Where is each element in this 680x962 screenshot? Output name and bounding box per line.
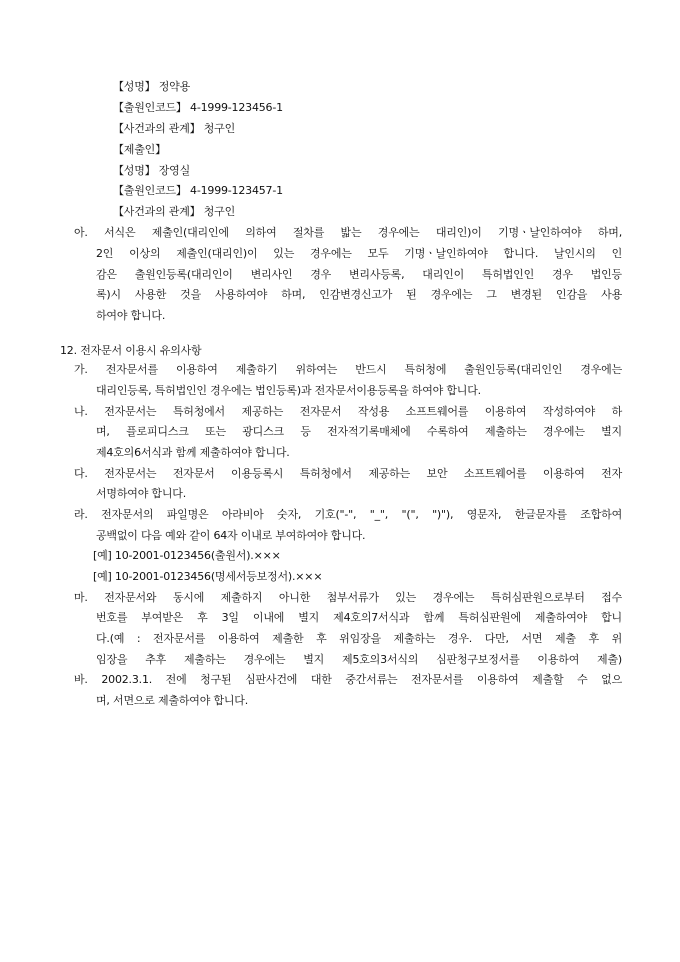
section-12-title: 12. 전자문서 이용시 유의사항 [60,344,202,357]
item-ra-line: 공백없이 다음 예와 같이 64자 이내로 부여하여야 합니다. [96,529,366,542]
item-ma-line: 임장을 추후 제출하는 경우에는 별지 제5호의3서식의 심판청구보정서를 이용하여 제출) [96,653,622,666]
item-ba-line: 며, 서면으로 제출하여야 합니다. [96,694,249,707]
item-ga-lead: 가. 전자문서를 이용하여 제출하기 위하여는 반드시 특허청에 출원인등록(대리인인 경우에는 [74,363,622,376]
item-ra-example: [예] 10-2001-0123456(명세서등보정서).××× [93,570,323,583]
field-name-2: 【성명】 장영실 [113,164,191,177]
item-ra-example: [예] 10-2001-0123456(출원서).××× [93,549,281,562]
field-applicant-code-2: 【출원인코드】 4-1999-123457-1 [113,184,283,197]
item-a-line: 록)시 사용한 것을 사용하여야 하며, 인감변경신고가 된 경우에는 그 변경된 인감을 사용 [96,288,622,301]
item-ma-lead: 마. 전자문서와 동시에 제출하지 아니한 첨부서류가 있는 경우에는 특허심판원으로부터 접수 [74,591,622,604]
item-a-line: 하여야 합니다. [96,309,166,322]
field-applicant-code-1: 【출원인코드】 4-1999-123456-1 [113,101,283,114]
field-relation-2: 【사건과의 관계】 청구인 [113,205,236,218]
item-ga-line: 대리인등록, 특허법인인 경우에는 법인등록)과 전자문서이용등록을 하여야 합니다. [96,384,481,397]
item-da-line: 서명하여야 합니다. [96,487,187,500]
item-a-line: 2인 이상의 제출인(대리인)이 있는 경우에는 모두 기명ㆍ날인하여야 합니다. 날인시의 인 [96,247,622,260]
item-na-line: 며, 플로피디스크 또는 광디스크 등 전자적기록매체에 수록하여 제출하는 경우에는 별지 [96,425,622,438]
field-submitter: 【제출인】 [113,143,166,156]
item-ma-line: 번호를 부여받은 후 3일 이내에 별지 제4호의7서식과 함께 특허심판원에 제출하여야 합니 [96,611,622,624]
item-ba-lead: 바. 2002.3.1. 전에 청구된 심판사건에 대한 중간서류는 전자문서를 이용하여 제출할 수 없으 [74,673,622,686]
item-a-lead: 아. 서식은 제출인(대리인에 의하여 절차를 밟는 경우에는 대리인)이 기명ㆍ날인하여야 하며, [74,226,622,239]
field-relation-1: 【사건과의 관계】 청구인 [113,122,236,135]
item-ma-line: 다.(예 : 전자문서를 이용하여 제출한 후 위임장을 제출하는 경우. 다만, 서면 제출 후 위 [96,632,622,645]
item-na-lead: 나. 전자문서는 특허청에서 제공하는 전자문서 작성용 소프트웨어를 이용하여 작성하여야 하 [74,405,622,418]
item-ra-lead: 라. 전자문서의 파일명은 아라비아 숫자, 기호("-", "_", "(", ")"), 영문자, 한글문자를 조합하여 [74,508,622,521]
item-na-line: 제4호의6서식과 함께 제출하여야 합니다. [96,446,290,459]
field-name-1: 【성명】 정약용 [113,80,191,93]
item-da-lead: 다. 전자문서는 전자문서 이용등록시 특허청에서 제공하는 보안 소프트웨어를 이용하여 전자 [74,467,622,480]
item-a-line: 감은 출원인등록(대리인이 변리사인 경우 변리사등록, 대리인이 특허법인인 경우 법인등 [96,268,622,281]
